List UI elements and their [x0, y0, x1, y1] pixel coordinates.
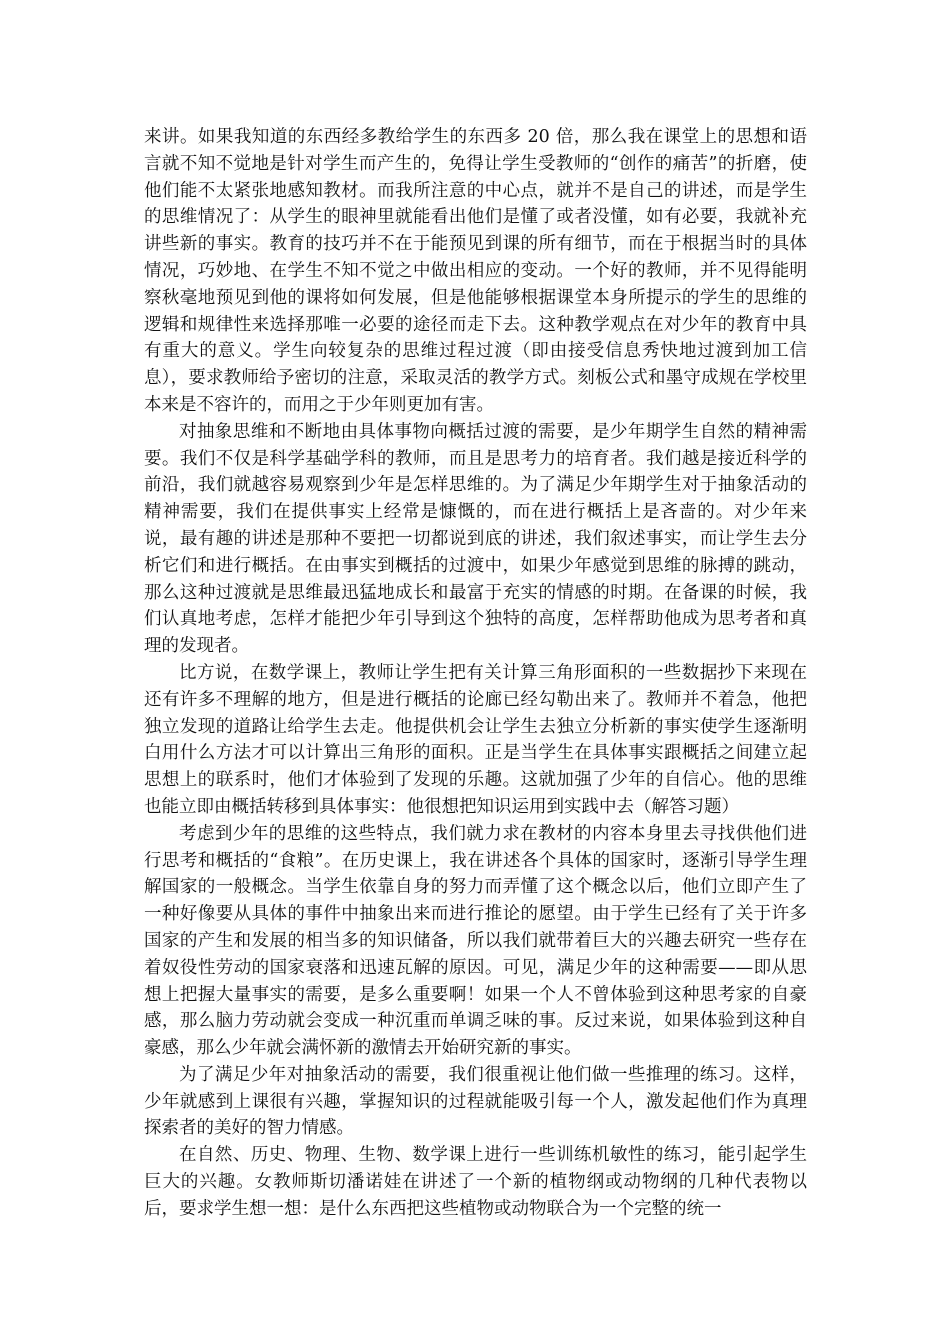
paragraph-1: 来讲。如果我知道的东西经多教给学生的东西多 20 倍，那么我在课堂上的思想和语言就不知不觉地是针对学生而产生的，免得让学生受教师的“创作的痛苦”的折磨，使他们能不太紧张地感知教材。而我所注意的中心点，就并不是自己的讲述，而是学生的思维情况了：从学生的眼神里就能看出他们是懂了或者没懂，如有必要，我就补充讲些新的事实。教育的技巧并不在于能预见到课的所有细节，而在于根据当时的具体情况，巧妙地、在学生不知不觉之中做出相应的变动。一个好的教师，并不见得能明察秋毫地预见到他的课将如何发展，但是他能够根据课堂本身所提示的学生的思维的逻辑和规律性来选择那唯一必要的途径而走下去。这种教学观点在对少年的教育中具有重大的意义。学生向较复杂的思维过程过渡（即由接受信息秀快地过渡到加工信息），要求教师给予密切的注意，采取灵活的教学方式。刻板公式和墨守成规在学校里本来是不容许的，而用之于少年则更加有害。	[144, 127, 807, 415]
paragraph-2: 对抽象思维和不断地由具体事物向概括过渡的需要，是少年期学生自然的精神需要。我们不仅是科学基础学科的教师，而且是思考力的培育者。我们越是接近科学的前沿，我们就越容易观察到少年是怎样思维的。为了满足少年期学生对于抽象活动的精神需要，我们在提供事实上经常是慷慨的，而在进行概括上是吝啬的。对少年来说，最有趣的讲述是那种不要把一切都说到底的讲述，我们叙述事实，而让学生去分析它们和进行概括。在由事实到概括的过渡中，如果少年感觉到思维的脉搏的跳动，那么这种过渡就是思维最迅猛地成长和最富于充实的情感的时期。在备课的时候，我们认真地考虑，怎样才能把少年引导到这个独特的高度，怎样帮助他成为思考者和真理的发现者。	[144, 421, 807, 657]
paragraph-3: 比方说，在数学课上，教师让学生把有关计算三角形面积的一些数据抄下来现在还有许多不理解的地方，但是进行概括的论廊已经勾勒出来了。教师并不着急，他把独立发现的道路让给学生去走。他提供机会让学生去独立分析新的事实使学生逐渐明白用什么方法才可以计算出三角形的面积。正是当学生在具体事实跟概括之间建立起思想上的联系时，他们才体验到了发现的乐趣。这就加强了少年的自信心。他的思维也能立即由概括转移到具体事实：他很想把知识运用到实践中去（解答习题）	[144, 662, 807, 817]
paragraph-6: 在自然、历史、物理、生物、数学课上进行一些训练机敏性的练习，能引起学生巨大的兴趣。女教师斯切潘诺娃在讲述了一个新的植物纲或动物纲的几种代表物以后，要求学生想一想：是什么东西把这些植物或动物联合为一个完整的统一	[144, 1145, 807, 1219]
paragraph-4: 考虑到少年的思维的这些特点，我们就力求在教材的内容本身里去寻找供他们进行思考和概括的“食粮”。在历史课上，我在讲述各个具体的国家时，逐渐引导学生理解国家的一般概念。当学生依靠自身的努力而弄懂了这个概念以后，他们立即产生了一种好像要从具体的事件中抽象出来而进行推论的愿望。由于学生已经有了关于许多国家的产生和发展的相当多的知识储备，所以我们就带着巨大的兴趣去研究一些存在着奴役性劳动的国家衰落和迅速瓦解的原因。可见，满足少年的这种需要——即从思想上把握大量事实的需要，是多么重要啊！如果一个人不曾体验到这种思考家的自豪感，那么脑力劳动就会变成一种沉重而单调乏味的事。反过来说，如果体验到这种自豪感，那么少年就会满怀新的激情去开始研究新的事实。	[144, 823, 807, 1059]
document-page	[144, 124, 807, 1223]
paragraph-5: 为了满足少年对抽象活动的需要，我们很重视让他们做一些推理的练习。这样，少年就感到上课很有兴趣，掌握知识的过程就能吸引每一个人，激发起他们作为真理探索者的美好的智力情感。	[144, 1064, 807, 1139]
